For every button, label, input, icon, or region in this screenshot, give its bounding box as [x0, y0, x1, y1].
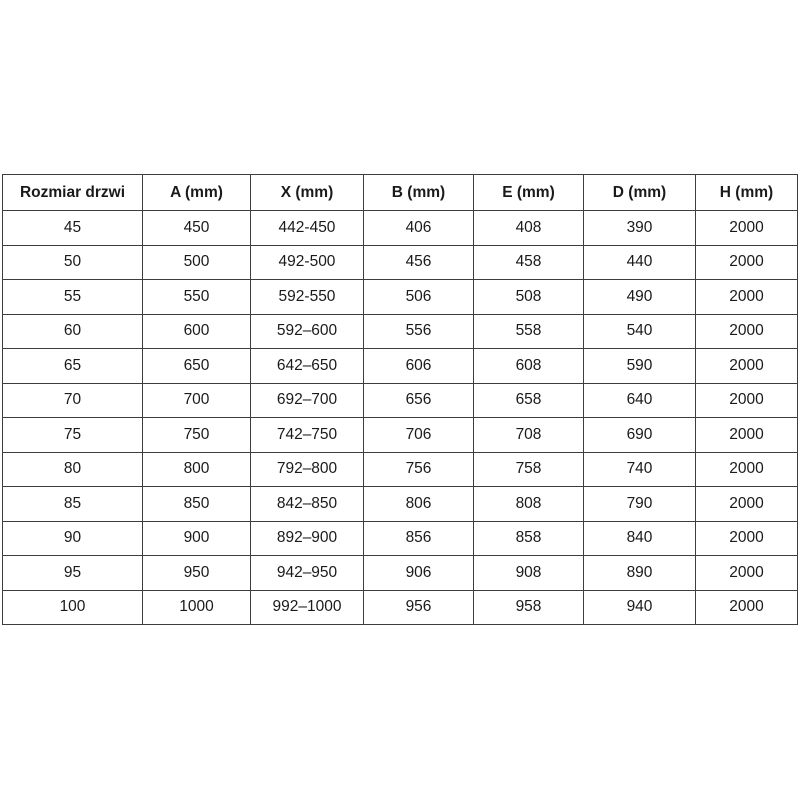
table-cell: 556: [364, 314, 474, 349]
table-cell: 756: [364, 452, 474, 487]
table-cell: 850: [143, 487, 251, 522]
column-header: A (mm): [143, 175, 251, 211]
table-cell: 2000: [696, 383, 798, 418]
table-cell: 842–850: [251, 487, 364, 522]
table-cell: 792–800: [251, 452, 364, 487]
table-cell: 592-550: [251, 280, 364, 315]
table-cell: 70: [3, 383, 143, 418]
table-cell: 2000: [696, 314, 798, 349]
table-cell: 440: [584, 245, 696, 280]
table-cell: 60: [3, 314, 143, 349]
table-cell: 956: [364, 590, 474, 625]
table-cell: 692–700: [251, 383, 364, 418]
table-row: [3, 314, 798, 349]
table-cell: 2000: [696, 211, 798, 246]
table-cell: 550: [143, 280, 251, 315]
table-cell: 45: [3, 211, 143, 246]
table-cell: 958: [474, 590, 584, 625]
table-cell: 2000: [696, 590, 798, 625]
table-cell: 600: [143, 314, 251, 349]
table-cell: 490: [584, 280, 696, 315]
door-size-spec-table: [2, 174, 798, 625]
table-cell: 940: [584, 590, 696, 625]
table-row: [3, 418, 798, 453]
table-cell: 858: [474, 521, 584, 556]
table-cell: 608: [474, 349, 584, 384]
table-cell: 640: [584, 383, 696, 418]
table-cell: 700: [143, 383, 251, 418]
spec-table-container: [2, 174, 797, 625]
table-cell: 592–600: [251, 314, 364, 349]
table-cell: 540: [584, 314, 696, 349]
table-cell: 750: [143, 418, 251, 453]
column-header: B (mm): [364, 175, 474, 211]
table-cell: 458: [474, 245, 584, 280]
table-cell: 500: [143, 245, 251, 280]
table-cell: 2000: [696, 418, 798, 453]
table-cell: 806: [364, 487, 474, 522]
table-cell: 800: [143, 452, 251, 487]
table-cell: 992–1000: [251, 590, 364, 625]
table-cell: 390: [584, 211, 696, 246]
table-cell: 590: [584, 349, 696, 384]
table-cell: 690: [584, 418, 696, 453]
table-cell: 492-500: [251, 245, 364, 280]
table-cell: 508: [474, 280, 584, 315]
table-cell: 2000: [696, 349, 798, 384]
table-row: [3, 245, 798, 280]
table-cell: 790: [584, 487, 696, 522]
table-cell: 856: [364, 521, 474, 556]
table-cell: 742–750: [251, 418, 364, 453]
table-cell: 75: [3, 418, 143, 453]
table-cell: 2000: [696, 487, 798, 522]
table-cell: 740: [584, 452, 696, 487]
column-header: E (mm): [474, 175, 584, 211]
table-cell: 708: [474, 418, 584, 453]
table-cell: 2000: [696, 452, 798, 487]
table-cell: 892–900: [251, 521, 364, 556]
table-row: [3, 349, 798, 384]
table-cell: 406: [364, 211, 474, 246]
table-cell: 65: [3, 349, 143, 384]
table-cell: 2000: [696, 280, 798, 315]
table-cell: 450: [143, 211, 251, 246]
table-cell: 442-450: [251, 211, 364, 246]
table-cell: 890: [584, 556, 696, 591]
table-cell: 95: [3, 556, 143, 591]
table-cell: 606: [364, 349, 474, 384]
table-body: [3, 211, 798, 625]
table-cell: 706: [364, 418, 474, 453]
table-cell: 50: [3, 245, 143, 280]
table-row: [3, 452, 798, 487]
table-cell: 950: [143, 556, 251, 591]
table-cell: 558: [474, 314, 584, 349]
table-cell: 2000: [696, 556, 798, 591]
table-cell: 758: [474, 452, 584, 487]
table-cell: 906: [364, 556, 474, 591]
table-row: [3, 556, 798, 591]
table-cell: 1000: [143, 590, 251, 625]
table-cell: 100: [3, 590, 143, 625]
table-row: [3, 383, 798, 418]
table-cell: 942–950: [251, 556, 364, 591]
table-cell: 900: [143, 521, 251, 556]
table-cell: 408: [474, 211, 584, 246]
table-cell: 808: [474, 487, 584, 522]
table-header: [3, 175, 798, 211]
table-cell: 642–650: [251, 349, 364, 384]
table-row: [3, 521, 798, 556]
column-header: X (mm): [251, 175, 364, 211]
table-cell: 658: [474, 383, 584, 418]
table-row: [3, 590, 798, 625]
column-header: D (mm): [584, 175, 696, 211]
table-cell: 650: [143, 349, 251, 384]
table-row: [3, 280, 798, 315]
column-header: H (mm): [696, 175, 798, 211]
table-cell: 840: [584, 521, 696, 556]
table-row: [3, 487, 798, 522]
column-header: Rozmiar drzwi: [3, 175, 143, 211]
table-header-row: [3, 175, 798, 211]
table-cell: 908: [474, 556, 584, 591]
table-cell: 2000: [696, 245, 798, 280]
table-cell: 85: [3, 487, 143, 522]
table-cell: 656: [364, 383, 474, 418]
table-cell: 55: [3, 280, 143, 315]
table-cell: 90: [3, 521, 143, 556]
table-cell: 2000: [696, 521, 798, 556]
table-cell: 506: [364, 280, 474, 315]
table-cell: 80: [3, 452, 143, 487]
table-cell: 456: [364, 245, 474, 280]
table-row: [3, 211, 798, 246]
